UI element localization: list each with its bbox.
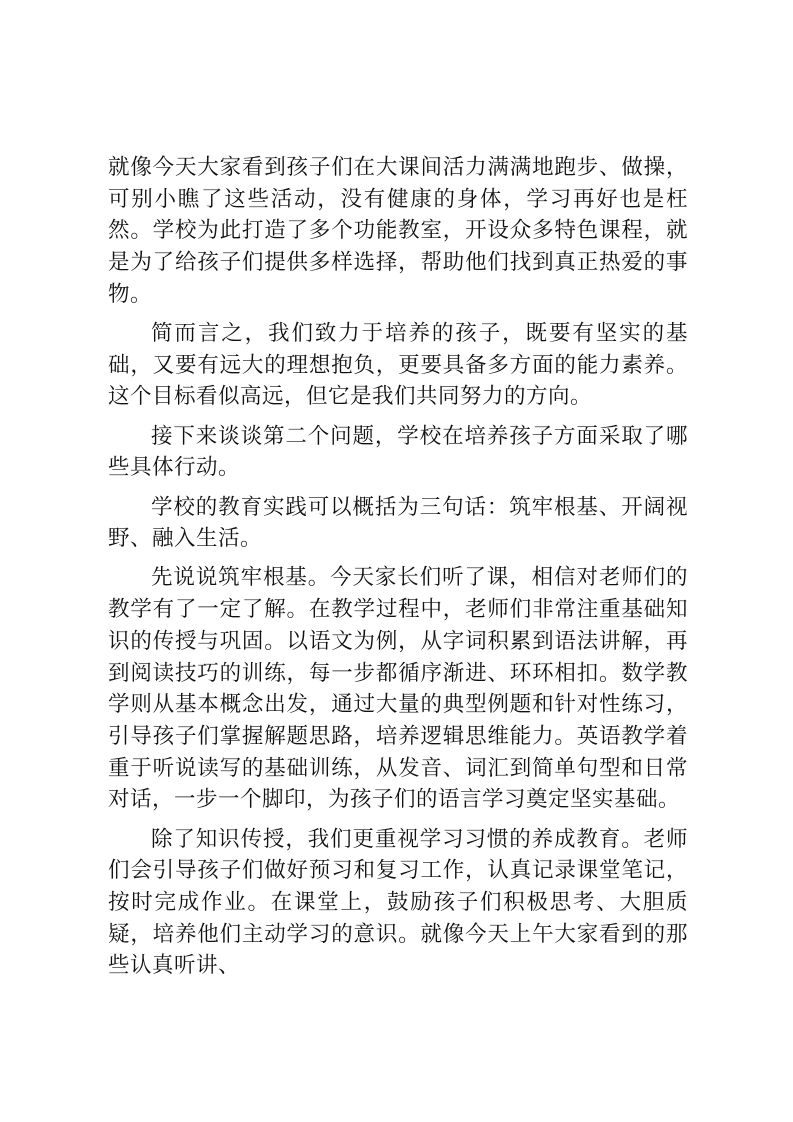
- paragraph-6: 除了知识传授，我们更重视学习习惯的养成教育。老师们会引导孩子们做好预习和复习工作，认真记录课堂笔记，按时完成作业。在课堂上，鼓励孩子们积极思考、大胆质疑，培养他们主动学习的意识。就像今天上午大家看到的那些认真听讲、: [108, 826, 688, 979]
- paragraph-5: 先说说筑牢根基。今天家长们听了课，相信对老师们的教学有了一定了解。在教学过程中，老师们非常注重基础知识的传授与巩固。以语文为例，从字词积累到语法讲解，再到阅读技巧的训练，每一步都循序渐进、环环相扣。数学教学则从基本概念出发，通过大量的典型例题和针对性练习，引导孩子们掌握解题思路，培养逻辑思维能力。英语教学着重于听说读写的基础训练，从发音、词汇到简单句型和日常对话，一步一个脚印，为孩子们的语言学习奠定坚实基础。: [108, 565, 688, 813]
- paragraph-2: 简而言之，我们致力于培养的孩子，既要有坚实的基础，又要有远大的理想抱负，更要具备多方面的能力素养。这个目标看似高远，但它是我们共同努力的方向。: [108, 321, 688, 410]
- paragraph-4: 学校的教育实践可以概括为三句话：筑牢根基、开阔视野、融入生活。: [108, 494, 688, 552]
- paragraph-1: 就像今天大家看到孩子们在大课间活力满满地跑步、做操，可别小瞧了这些活动，没有健康的身体，学习再好也是枉然。学校为此打造了多个功能教室，开设众多特色课程，就是为了给孩子们提供多样选择，帮助他们找到真正热爱的事物。: [108, 155, 688, 307]
- document-body: [108, 152, 688, 990]
- paragraph-3: 接下来谈谈第二个问题，学校在培养孩子方面采取了哪些具体行动。: [108, 423, 688, 481]
